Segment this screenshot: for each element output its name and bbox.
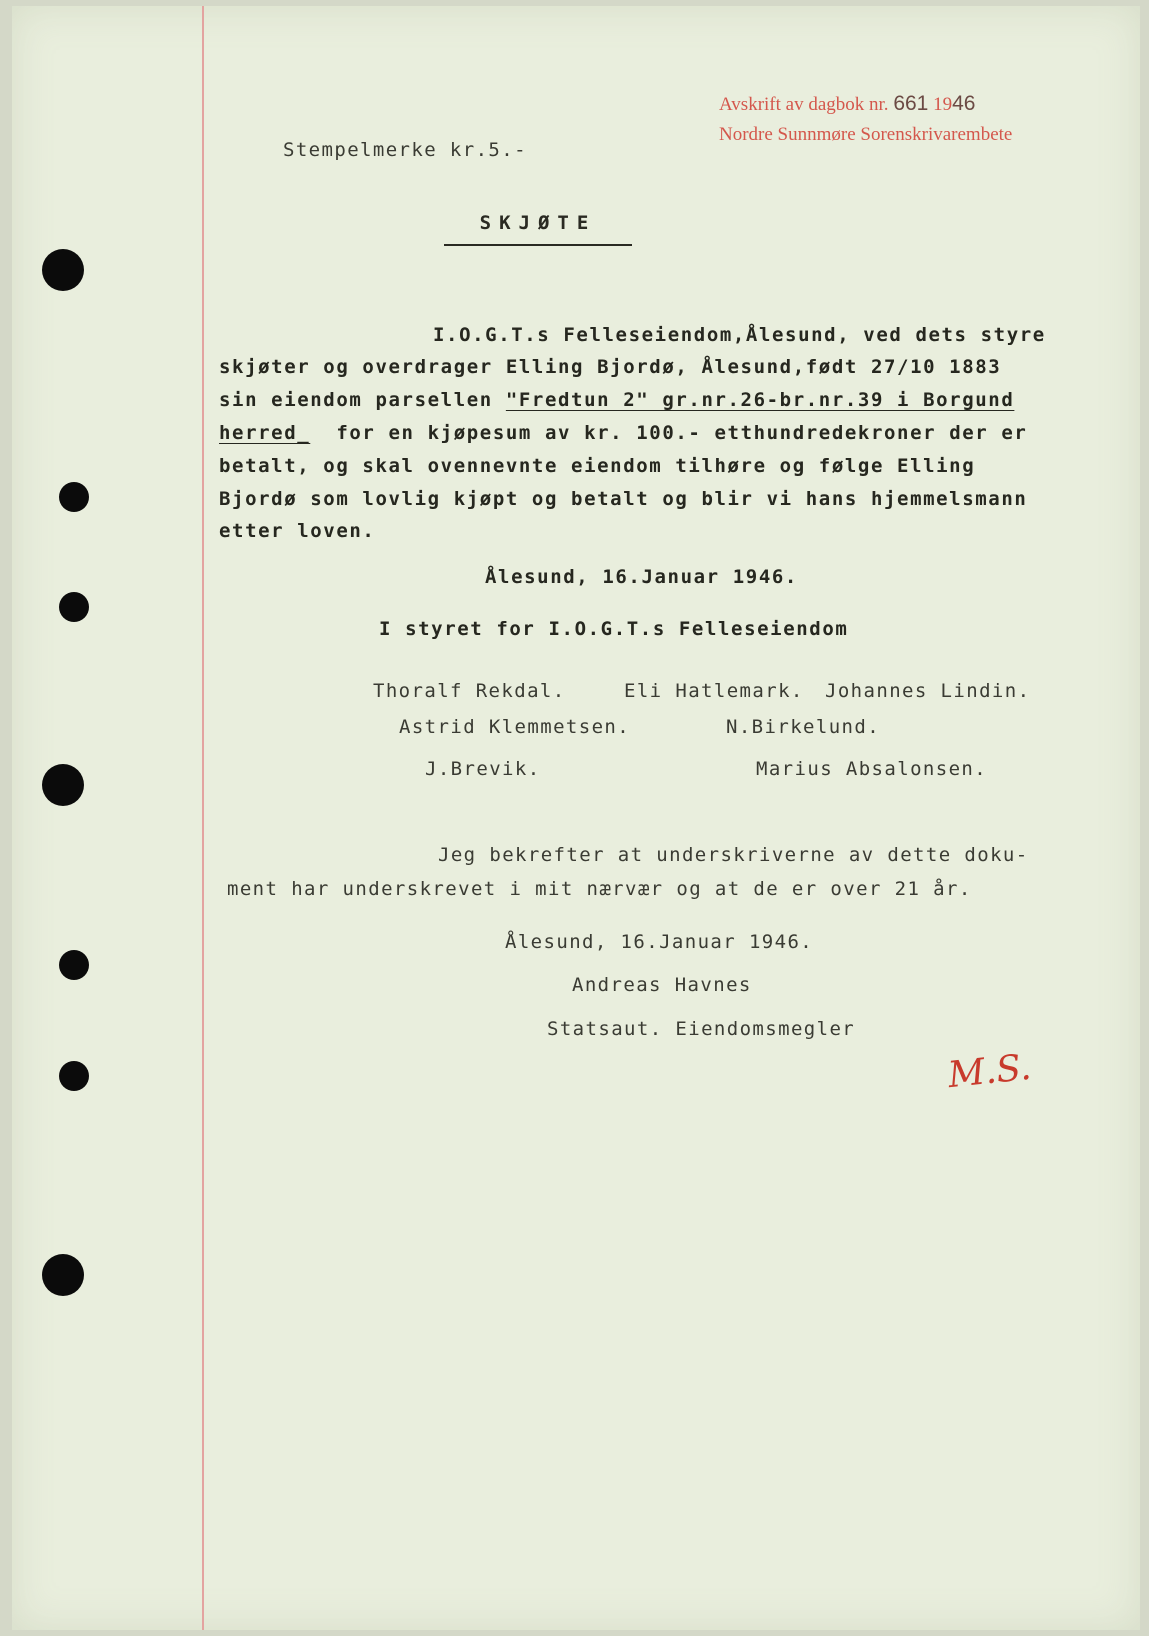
punch-hole-icon [59, 950, 89, 980]
body-line: skjøter og overdrager Elling Bjordø, Ålesund,født 27/10 1883 [219, 356, 1002, 378]
property-designation: herred_ [219, 422, 311, 444]
registry-stamp-line2: Nordre Sunnmøre Sorenskrivarembete [719, 124, 1013, 145]
signatory-name: J.Brevik. [425, 758, 541, 780]
place-date: Ålesund, 16.Januar 1946. [505, 931, 814, 953]
document-page [12, 6, 1140, 1630]
witness-title: Statsaut. Eiendomsmegler [547, 1018, 856, 1040]
body-line: betalt, og skal ovennevnte eiendom tilhøre og følge Elling [219, 455, 976, 477]
signatory-name: N.Birkelund. [726, 716, 881, 738]
witness-name: Andreas Havnes [572, 974, 752, 996]
place-date: Ålesund, 16.Januar 1946. [485, 566, 798, 588]
punch-hole-icon [59, 482, 89, 512]
body-text: sin eiendom parsellen [219, 389, 506, 411]
body-line: etter loven. [219, 520, 376, 542]
punch-hole-icon [59, 592, 89, 622]
body-line: I.O.G.T.s Felleseiendom,Ålesund, ved dets styre [433, 324, 1046, 346]
attestation-line: ment har underskrevet i mit nærvær og at de er over 21 år. [227, 878, 972, 900]
registry-stamp-line1 [719, 92, 975, 116]
signatory-name: Eli Hatlemark. [624, 680, 804, 702]
stamp-journal-number: 661 [893, 92, 929, 115]
punch-hole-icon [42, 764, 84, 806]
property-designation: "Fredtun 2" gr.nr.26-br.nr.39 i Borgund [505, 389, 1015, 411]
body-line [219, 389, 1014, 411]
stamp-year-prefix: 19 [933, 94, 953, 115]
document-title: SKJØTE [444, 212, 632, 246]
punch-hole-icon [59, 1061, 89, 1091]
body-line [219, 422, 1027, 444]
signatory-name: Thoralf Rekdal. [373, 680, 566, 702]
handwritten-initials: M.S. [946, 1046, 1034, 1097]
body-line: Bjordø som lovlig kjøpt og betalt og blir vi hans hjemmelsmann [219, 488, 1028, 510]
attestation-line: Jeg bekrefter at underskriverne av dette doku- [438, 844, 1029, 866]
board-heading: I styret for I.O.G.T.s Felleseiendom [379, 618, 849, 640]
signatory-name: Johannes Lindin. [825, 680, 1031, 702]
stamp-duty-note: Stempelmerke kr.5.- [283, 139, 527, 161]
stamp-prefix: Avskrift av dagbok nr. [719, 94, 889, 115]
body-text: for en kjøpesum av kr. 100.- etthundredekroner der er [310, 422, 1028, 444]
red-margin-line [202, 6, 204, 1630]
punch-hole-icon [42, 1254, 84, 1296]
signatory-name: Astrid Klemmetsen. [399, 716, 631, 738]
punch-hole-icon [42, 249, 84, 291]
signatory-name: Marius Absalonsen. [756, 758, 988, 780]
stamp-year-suffix: 46 [952, 92, 976, 115]
